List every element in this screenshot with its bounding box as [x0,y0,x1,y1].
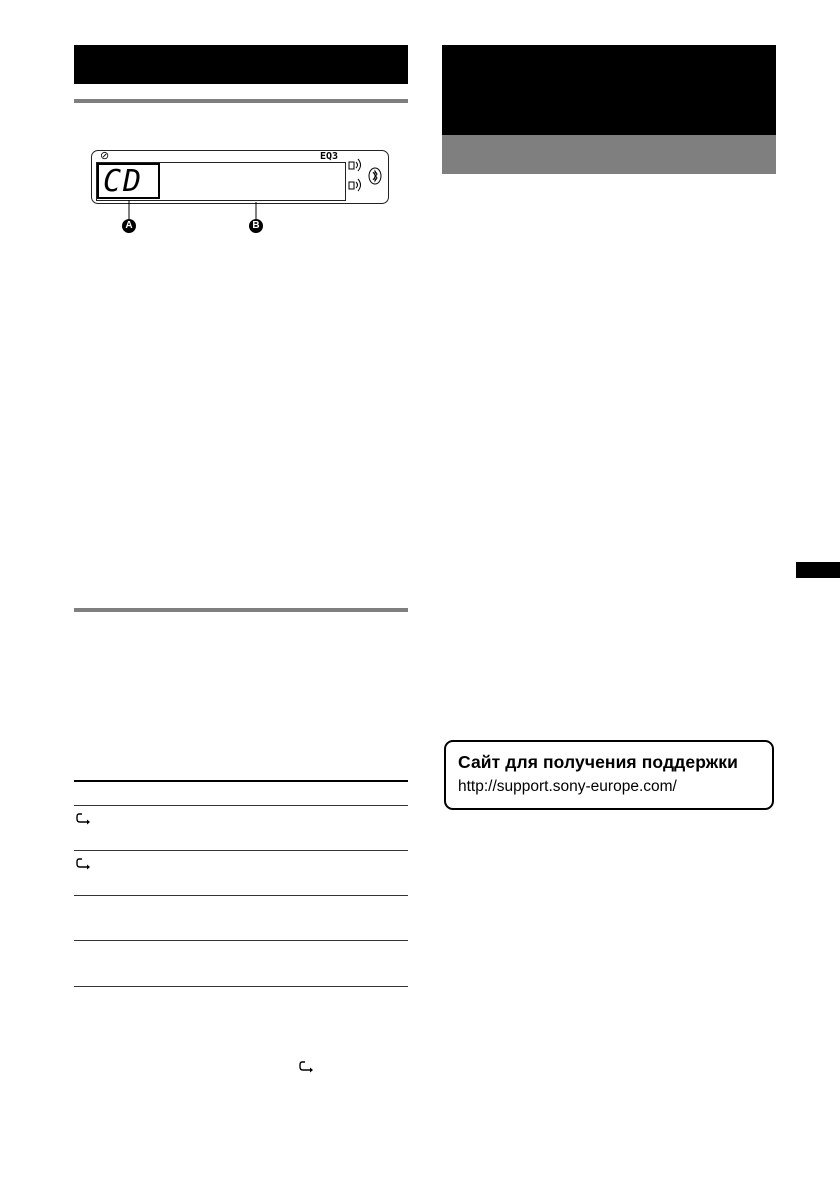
section-rule-repeat [74,608,408,612]
table-row-divider [74,895,408,896]
phone-signal-icon [349,159,361,171]
repeat-icon [76,812,92,826]
source-indicator: CD [97,163,160,199]
bluetooth-icon [369,168,381,184]
support-site-box [444,740,774,810]
repeat-icon [299,1060,315,1074]
callout-a: A [122,219,136,233]
music-signal-icon [349,179,361,191]
no-disc-icon: ⊘ [100,150,110,162]
callout-b: B [249,219,263,233]
eq-indicator: EQ3 [320,151,339,162]
table-row-divider [74,805,408,806]
chapter-subtitle-band [442,135,776,174]
table-bottom-rule [74,986,408,987]
status-icons [348,156,382,196]
table-row-divider [74,850,408,851]
language-tab [796,562,840,578]
chapter-title-block [442,45,776,135]
support-site-url[interactable]: http://support.sony-europe.com/ [458,778,677,795]
table-row-divider [74,940,408,941]
table-top-rule [74,780,408,782]
callout-leaders [120,200,270,222]
repeat-icon [76,857,92,871]
section-title-bar [74,45,408,84]
support-site-title: Сайт для получения поддержки [458,752,738,772]
section-rule-display [74,99,408,103]
